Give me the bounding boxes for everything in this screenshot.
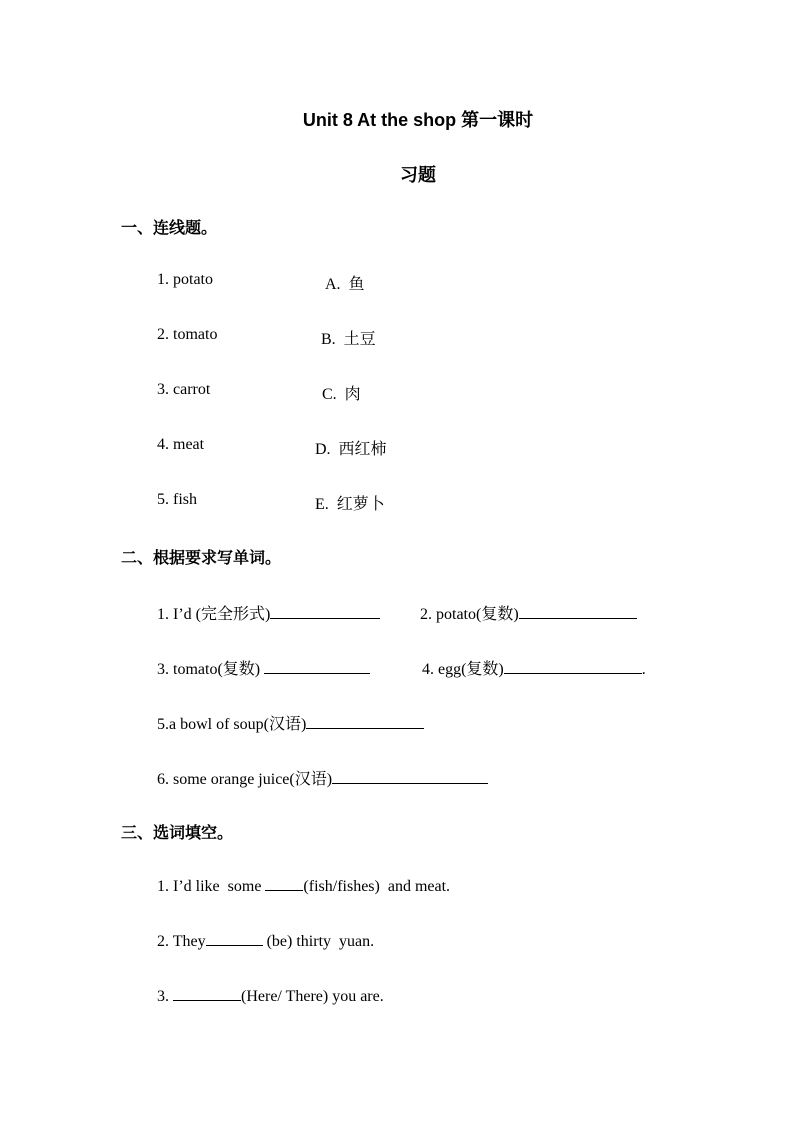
page-subtitle: 习题 [400,165,436,185]
page-title: Unit 8 At the shop 第一课时 [302,110,534,130]
match-option-b: B. 土豆 [321,331,376,348]
match-word-3: 3. carrot [157,381,211,398]
question-3-1 [157,876,450,896]
question-2-6 [157,766,488,789]
answer-blank[interactable] [206,931,263,946]
question-2-4 [422,656,646,679]
section-1-heading: 一、连线题。 [121,218,218,237]
answer-blank[interactable] [519,604,637,619]
question-label: 1. I’d (完全形式) [157,606,271,623]
question-label: 4. egg(复数) [422,661,504,678]
question-label: 2. potato(复数) [420,606,519,623]
answer-blank[interactable] [504,659,642,674]
question-prefix: 1. I’d like some [157,878,266,895]
question-3-3 [157,986,384,1006]
answer-blank[interactable] [332,769,488,784]
question-suffix: (Here/ There) you are. [241,988,384,1005]
question-2-5 [157,711,424,734]
answer-blank[interactable] [270,604,380,619]
question-label: 3. tomato(复数) [157,661,261,678]
section-3-heading: 三、选词填空。 [121,823,234,842]
match-word-5: 5. fish [157,491,197,508]
match-option-d: D. 西红柿 [315,441,387,458]
section-2-heading: 二、根据要求写单词。 [121,548,282,567]
answer-blank[interactable] [173,986,241,1001]
answer-blank[interactable] [264,659,370,674]
end-period: . [641,661,646,678]
answer-blank[interactable] [306,714,424,729]
match-option-c: C. 肉 [322,386,361,403]
question-2-3 [157,656,370,679]
question-label: 5.a bowl of soup(汉语) [157,716,307,733]
answer-blank[interactable] [265,876,303,891]
match-word-2: 2. tomato [157,326,218,343]
question-suffix: (fish/fishes) and meat. [303,878,451,895]
question-2-2 [420,601,637,624]
question-3-2 [157,931,374,951]
match-option-a: A. 鱼 [325,276,365,293]
question-prefix: 2. They [157,933,206,950]
question-label: 6. some orange juice(汉语) [157,771,333,788]
match-option-e: E. 红萝卜 [315,496,385,513]
match-word-4: 4. meat [157,436,205,453]
question-prefix: 3. [157,988,173,1005]
question-suffix: (be) thirty yuan. [262,933,375,950]
match-word-1: 1. potato [157,271,213,288]
question-2-1 [157,601,380,624]
